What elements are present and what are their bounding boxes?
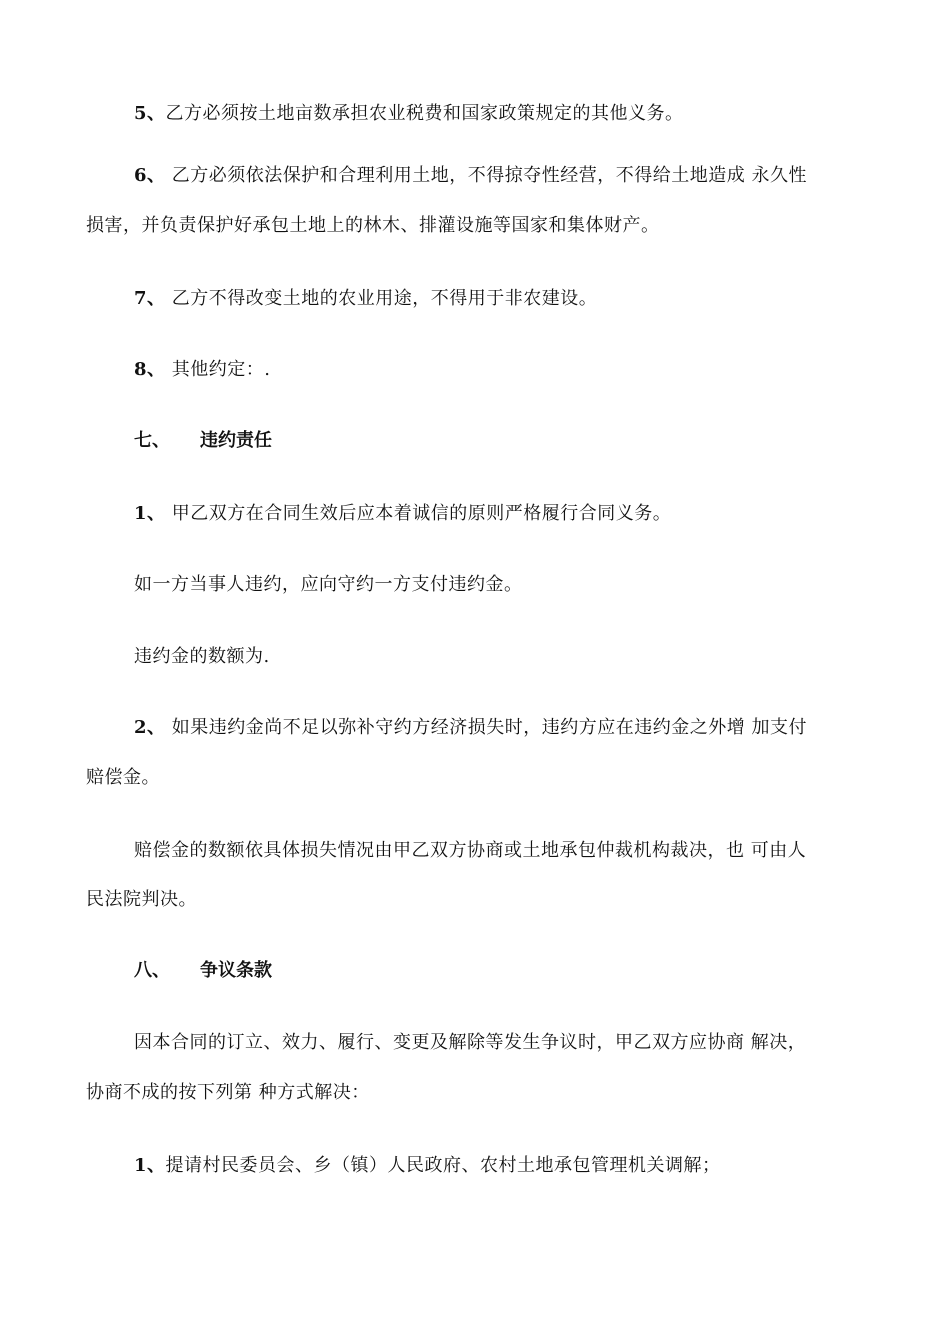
heading-number: 八、 bbox=[134, 960, 170, 981]
section-heading-7 bbox=[134, 429, 272, 453]
dispute-option-1 bbox=[134, 1154, 876, 1178]
paragraph-text: 乙方必须依法保护和合理利用土地，不得掠夺性经营，不得给土地造成 永久性 bbox=[165, 165, 807, 186]
heading-title: 争议条款 bbox=[200, 960, 272, 981]
section-heading-8 bbox=[134, 959, 272, 983]
paragraph-number: 2、 bbox=[134, 717, 166, 738]
paragraph-text: 如果违约金尚不足以弥补守约方经济损失时，违约方应在违约金之外增 加支付 bbox=[165, 717, 807, 738]
paragraph-7 bbox=[134, 287, 876, 311]
compensation-paragraph-line-1: 赔偿金的数额依具体损失情况由甲乙双方协商或土地承包仲裁机构裁决，也 可由人 bbox=[134, 840, 807, 861]
heading-title: 违约责任 bbox=[200, 430, 272, 451]
paragraph-text: 乙方不得改变土地的农业用途，不得用于非农建设。 bbox=[165, 288, 598, 309]
paragraph-number: 6、 bbox=[134, 165, 166, 186]
paragraph-6-line-2: 损害，并负责保护好承包土地上的林木、排灌设施等国家和集体财产。 bbox=[86, 215, 660, 236]
paragraph-text: 甲乙双方在合同生效后应本着诚信的原则严格履行合同义务。 bbox=[165, 503, 672, 524]
paragraph-number: 7、 bbox=[134, 288, 166, 309]
dispute-paragraph-line-2: 协商不成的按下列第 种方式解决： bbox=[86, 1082, 370, 1103]
dispute-paragraph-line-1: 因本合同的订立、效力、履行、变更及解除等发生争议时，甲乙双方应协商 解决， bbox=[134, 1032, 807, 1053]
liability-paragraph-2-line-2: 赔偿金。 bbox=[86, 767, 160, 788]
paragraph-number: 8、 bbox=[134, 359, 166, 380]
paragraph-text: 乙方必须按土地亩数承担农业税费和国家政策规定的其他义务。 bbox=[165, 103, 684, 124]
paragraph-number: 5、 bbox=[134, 103, 166, 124]
paragraph-number: 1、 bbox=[134, 1155, 166, 1176]
paragraph-5 bbox=[134, 102, 876, 126]
paragraph-number: 1、 bbox=[134, 503, 166, 524]
liability-paragraph-amount: 违约金的数额为. bbox=[134, 646, 270, 667]
paragraph-text: 其他约定：. bbox=[165, 359, 271, 380]
heading-number: 七、 bbox=[134, 430, 170, 451]
liability-paragraph-2-line-1 bbox=[134, 716, 876, 740]
liability-paragraph-1 bbox=[134, 502, 876, 526]
paragraph-text: 提请村民委员会、乡（镇）人民政府、农村土地承包管理机关调解； bbox=[165, 1155, 721, 1176]
compensation-paragraph-line-2: 民法院判决。 bbox=[86, 889, 197, 910]
paragraph-8 bbox=[134, 358, 876, 382]
paragraph-6-line-1 bbox=[134, 164, 876, 188]
liability-paragraph-default: 如一方当事人违约，应向守约一方支付违约金。 bbox=[134, 574, 523, 595]
